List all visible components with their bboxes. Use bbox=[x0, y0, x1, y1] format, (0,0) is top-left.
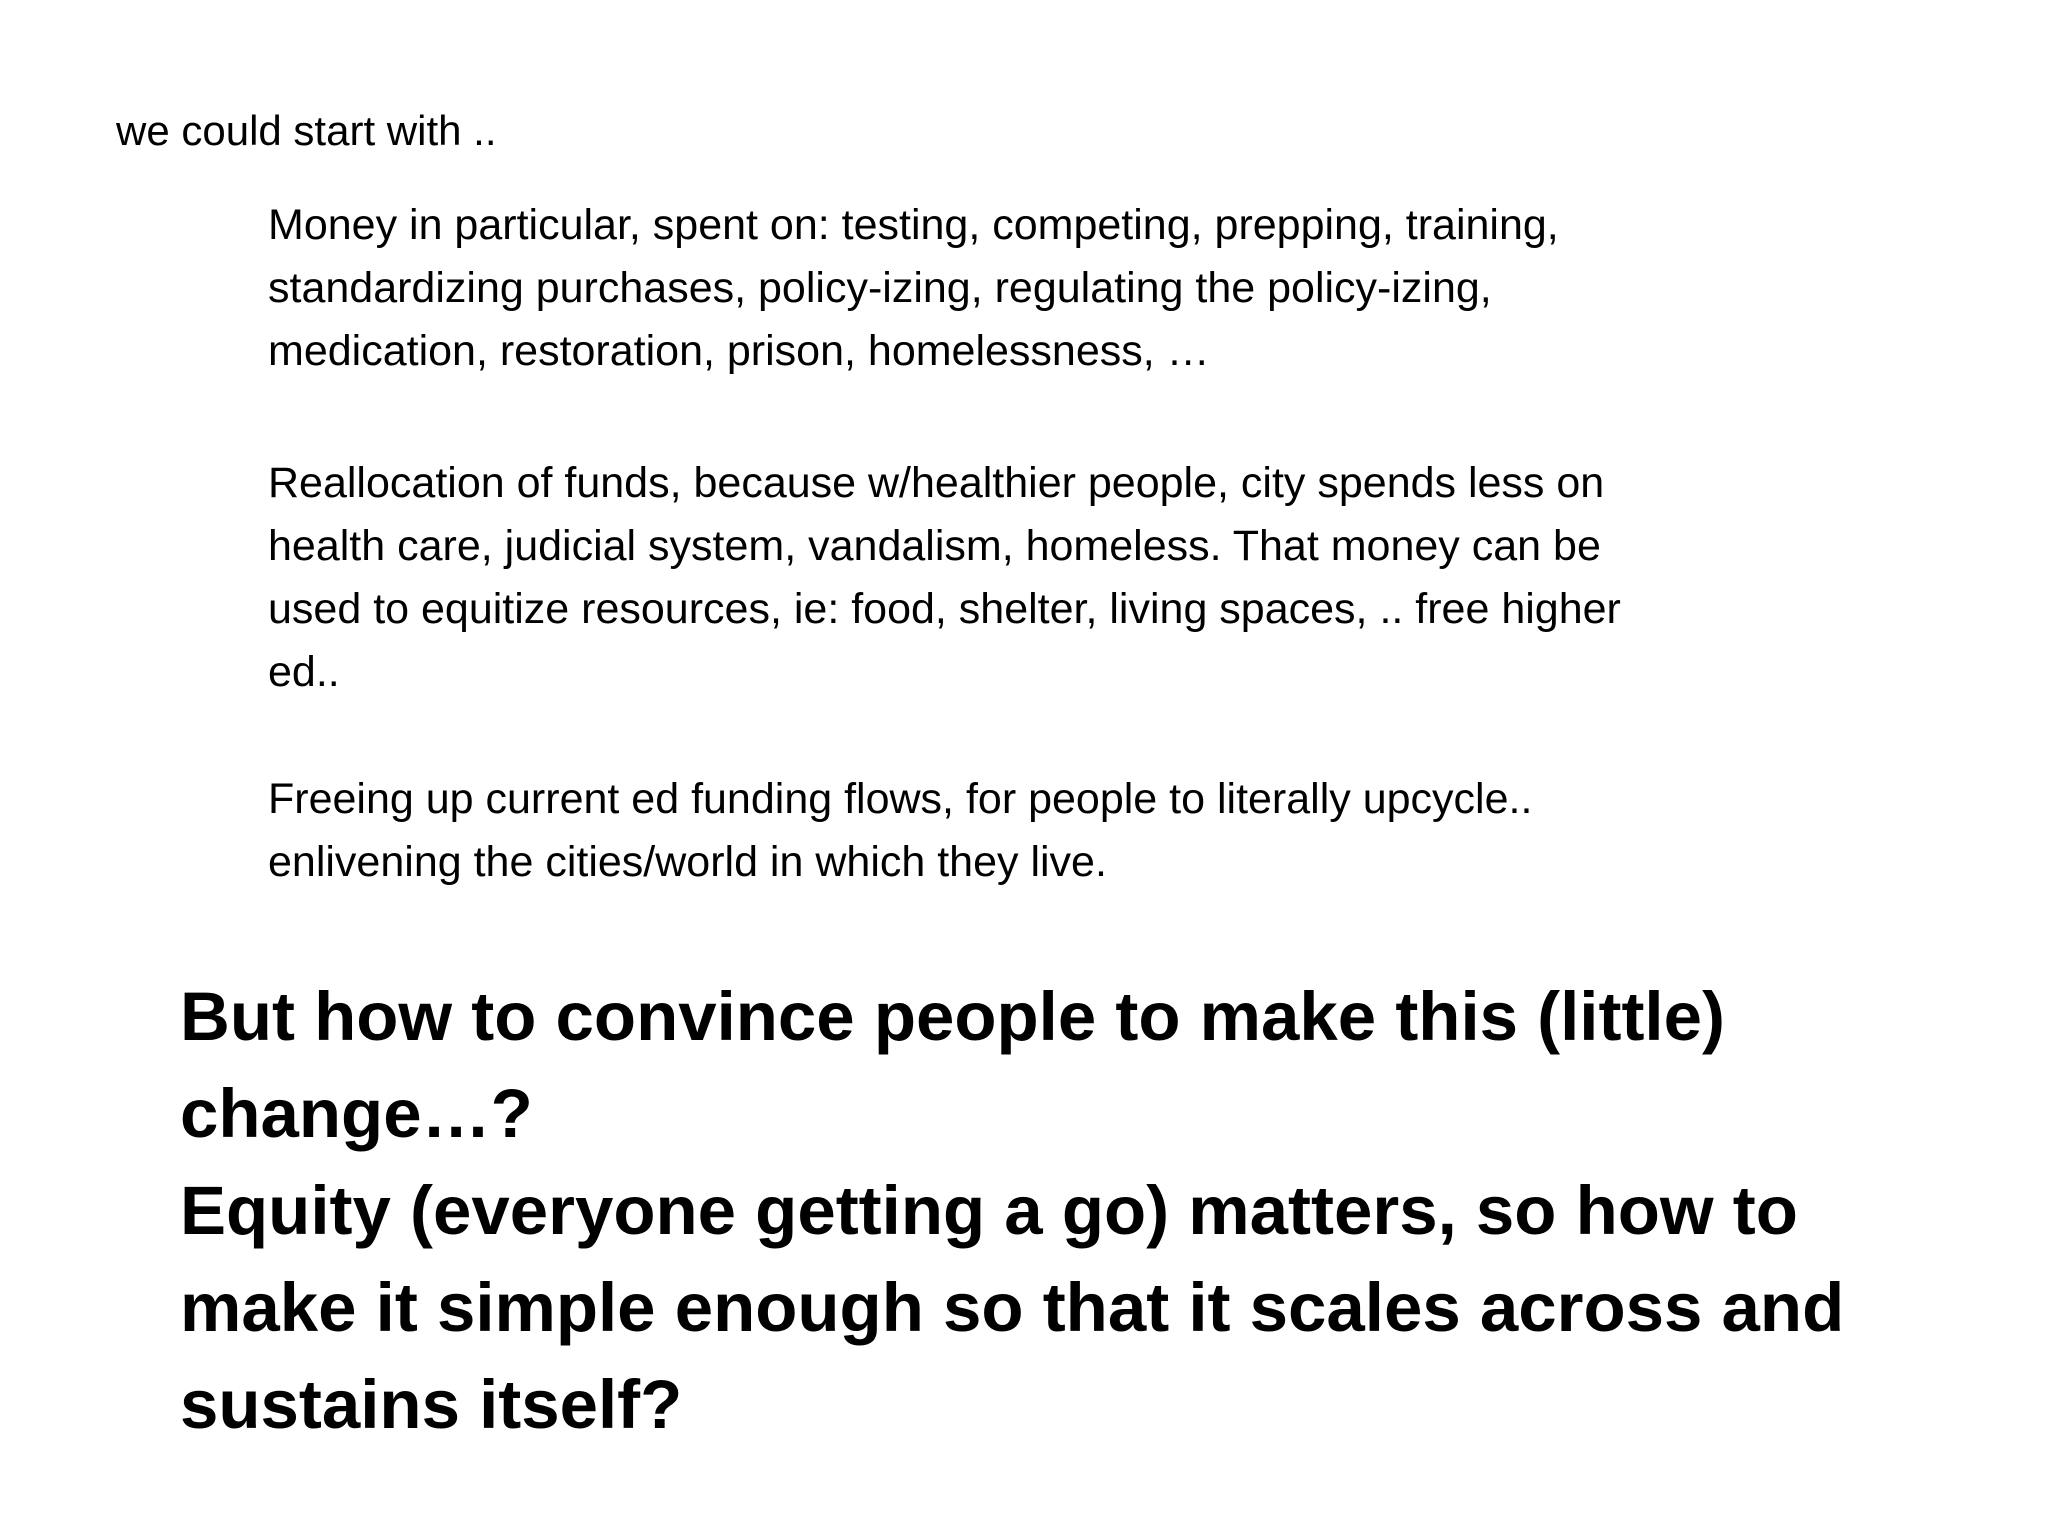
paragraph-line: health care, judicial system, vandalism, homeless. That money can be bbox=[268, 522, 1601, 570]
paragraph-spending bbox=[268, 194, 1828, 383]
question-line: Equity (everyone getting a go) matters, so how to bbox=[180, 1172, 1798, 1249]
paragraph-line: enlivening the cities/world in which they live. bbox=[268, 838, 1107, 886]
question-line: But how to convince people to make this (little) bbox=[180, 978, 1725, 1055]
paragraph-reallocation bbox=[268, 452, 1828, 704]
paragraph-line: standardizing purchases, policy-izing, regulating the policy-izing, bbox=[268, 264, 1492, 312]
question-line: change…? bbox=[180, 1075, 533, 1152]
question-line: make it simple enough so that it scales across and bbox=[180, 1269, 1845, 1346]
paragraph-line: Freeing up current ed funding flows, for people to literally upcycle.. bbox=[268, 775, 1533, 823]
paragraph-line: ed.. bbox=[268, 648, 340, 696]
intro-text: we could start with .. bbox=[116, 107, 497, 154]
paragraph-line: Reallocation of funds, because w/healthier people, city spends less on bbox=[268, 459, 1605, 507]
paragraph-line: used to equitize resources, ie: food, shelter, living spaces, .. free higher bbox=[268, 585, 1621, 633]
paragraph-line: Money in particular, spent on: testing, competing, prepping, training, bbox=[268, 201, 1559, 249]
paragraph-funding-flows bbox=[268, 768, 1828, 894]
closing-question bbox=[180, 968, 1980, 1453]
question-line: sustains itself? bbox=[180, 1366, 683, 1443]
paragraph-line: medication, restoration, prison, homelessness, … bbox=[268, 327, 1210, 375]
